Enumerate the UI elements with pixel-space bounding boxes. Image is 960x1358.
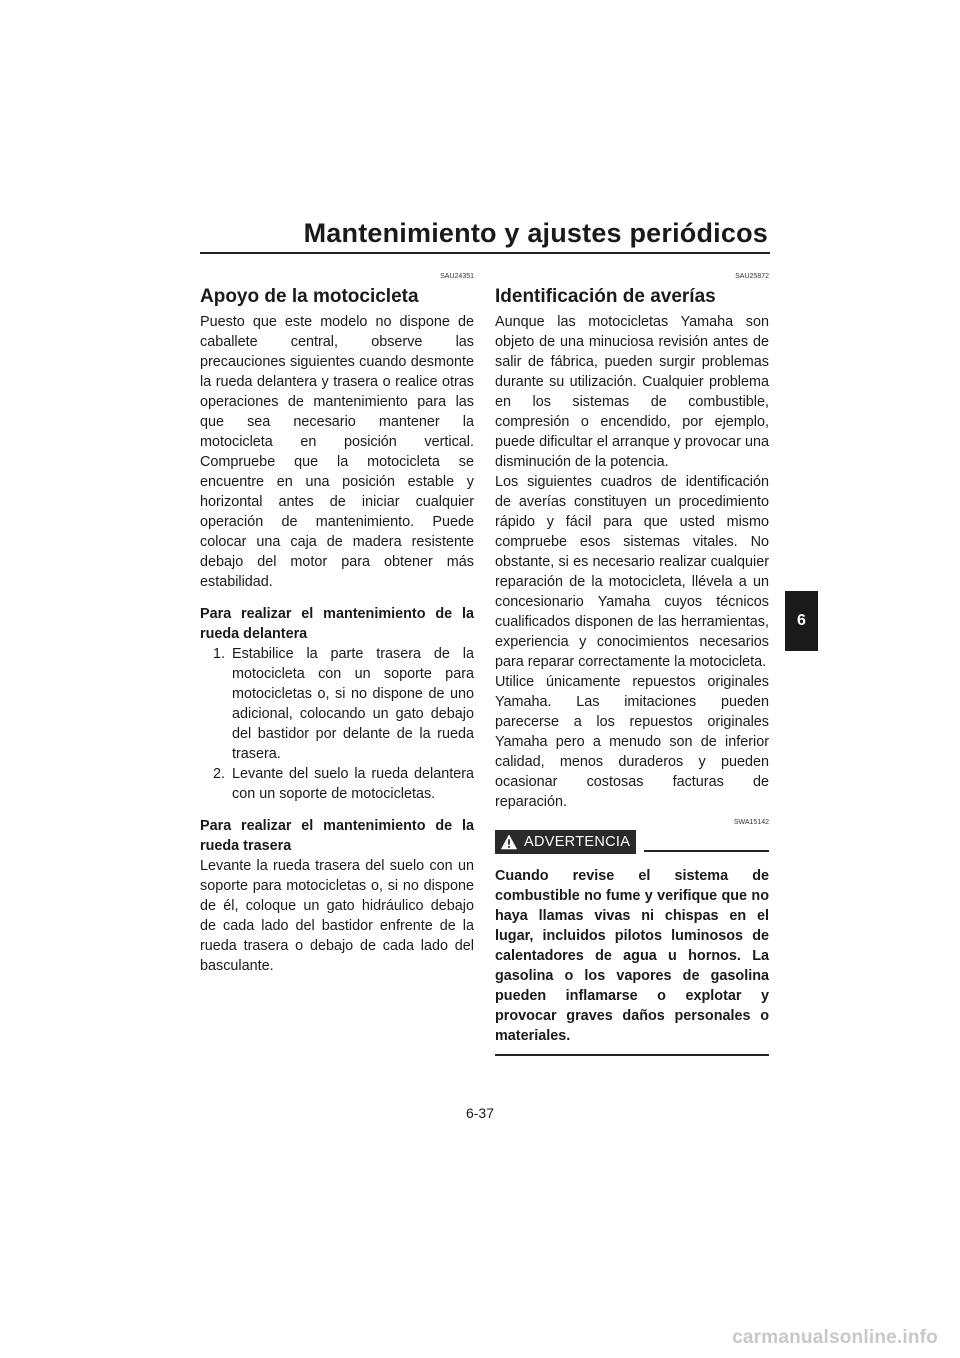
intro-paragraph: Puesto que este modelo no dispone de caballete central, observe las precauciones siguientes cuando desmonte la rueda delantera y trasera o realice otras operaciones de mantenimiento para las que sea necesario mantener la motocicleta en posición vertical. Compruebe que la motocicleta se encuentre en una posición estable y horizontal antes de iniciar cualquier operación de mantenimiento. Puede colocar una caja de madera resistente debajo del motor para obtener más estabilidad.: [200, 314, 474, 590]
chapter-tab: 6: [785, 591, 818, 651]
list-item: [200, 764, 474, 804]
step-text: Estabilice la parte trasera de la motocicleta con un soporte para motocicletas o, si no dispone de uno adicional, colocando un gato debajo del bastidor por delante de la rueda trasera.: [232, 646, 474, 762]
left-column: [200, 272, 474, 976]
section-title-apoyo: Apoyo de la motocicleta: [200, 286, 419, 307]
page-title: Mantenimiento y ajustes periódicos: [303, 218, 768, 248]
troubleshooting-paragraph-2: Los siguientes cuadros de identificación de averías constituyen un procedimiento rápido y fácil para que usted mismo compruebe esos sistemas vitales. No obstante, si es necesario realizar cualquier reparación de la motocicleta, llévela a un concesionario Yamaha cuyos técnicos cualificados disponen de las herramientas, experiencia y conocimientos necesarios para reparar correctamente la motocicleta.: [495, 474, 769, 670]
step-number: 1.: [213, 646, 226, 662]
troubleshooting-paragraph-3: Utilice únicamente repuestos originales Yamaha. Las imitaciones pueden parecerse a los repuestos originales Yamaha pero a menudo son de inferior calidad, menos duraderos y pueden ocasionar costosas facturas de reparación.: [495, 674, 769, 810]
warning-header: [495, 830, 769, 854]
step-text: Levante del suelo la rueda delantera con un soporte de motocicletas.: [232, 766, 474, 802]
warning-label: ADVERTENCIA: [524, 834, 631, 850]
section-code: SAU24351: [440, 273, 474, 280]
watermark: carmanualsonline.info: [732, 1327, 938, 1348]
front-wheel-heading: Para realizar el mantenimiento de la rueda delantera: [200, 606, 474, 642]
warning-triangle-icon: [500, 833, 518, 851]
rear-wheel-paragraph: Levante la rueda trasera del suelo con un soporte para motocicletas o, si no dispone de él, coloque un gato hidráulico debajo de cada lado del bastidor enfrente de la rueda trasera o debajo de cada lado del basculante.: [200, 858, 474, 974]
warning-code: SWA15142: [733, 819, 769, 826]
page-number: 6-37: [465, 1105, 495, 1121]
warning-badge: [495, 830, 636, 854]
front-wheel-steps: [200, 644, 474, 804]
header-divider: [200, 252, 770, 254]
section-title-averias: Identificación de averías: [495, 286, 716, 307]
troubleshooting-paragraph-1: Aunque las motocicletas Yamaha son objeto de una minuciosa revisión antes de salir de fábrica, pueden surgir problemas durante su utilización. Cualquier problema en los sistemas de combustible, compresión o encendido, por ejemplo, puede dificultar el arranque y provocar una disminución de la potencia.: [495, 314, 769, 470]
section-code: SAU25872: [735, 273, 769, 280]
warning-text: Cuando revise el sistema de combustible no fume y verifique que no haya llamas vivas ni chispas en el lugar, incluidos pilotos luminosos de calentadores de agua u hornos. La gasolina o los vapores de gasolina pueden inflamarse o explotar y provocar graves daños personales o materiales.: [495, 866, 769, 1056]
right-column: [495, 272, 769, 1056]
warning-divider: [644, 850, 769, 852]
list-item: [200, 644, 474, 764]
rear-wheel-heading: Para realizar el mantenimiento de la rueda trasera: [200, 818, 474, 854]
step-number: 2.: [213, 766, 226, 782]
